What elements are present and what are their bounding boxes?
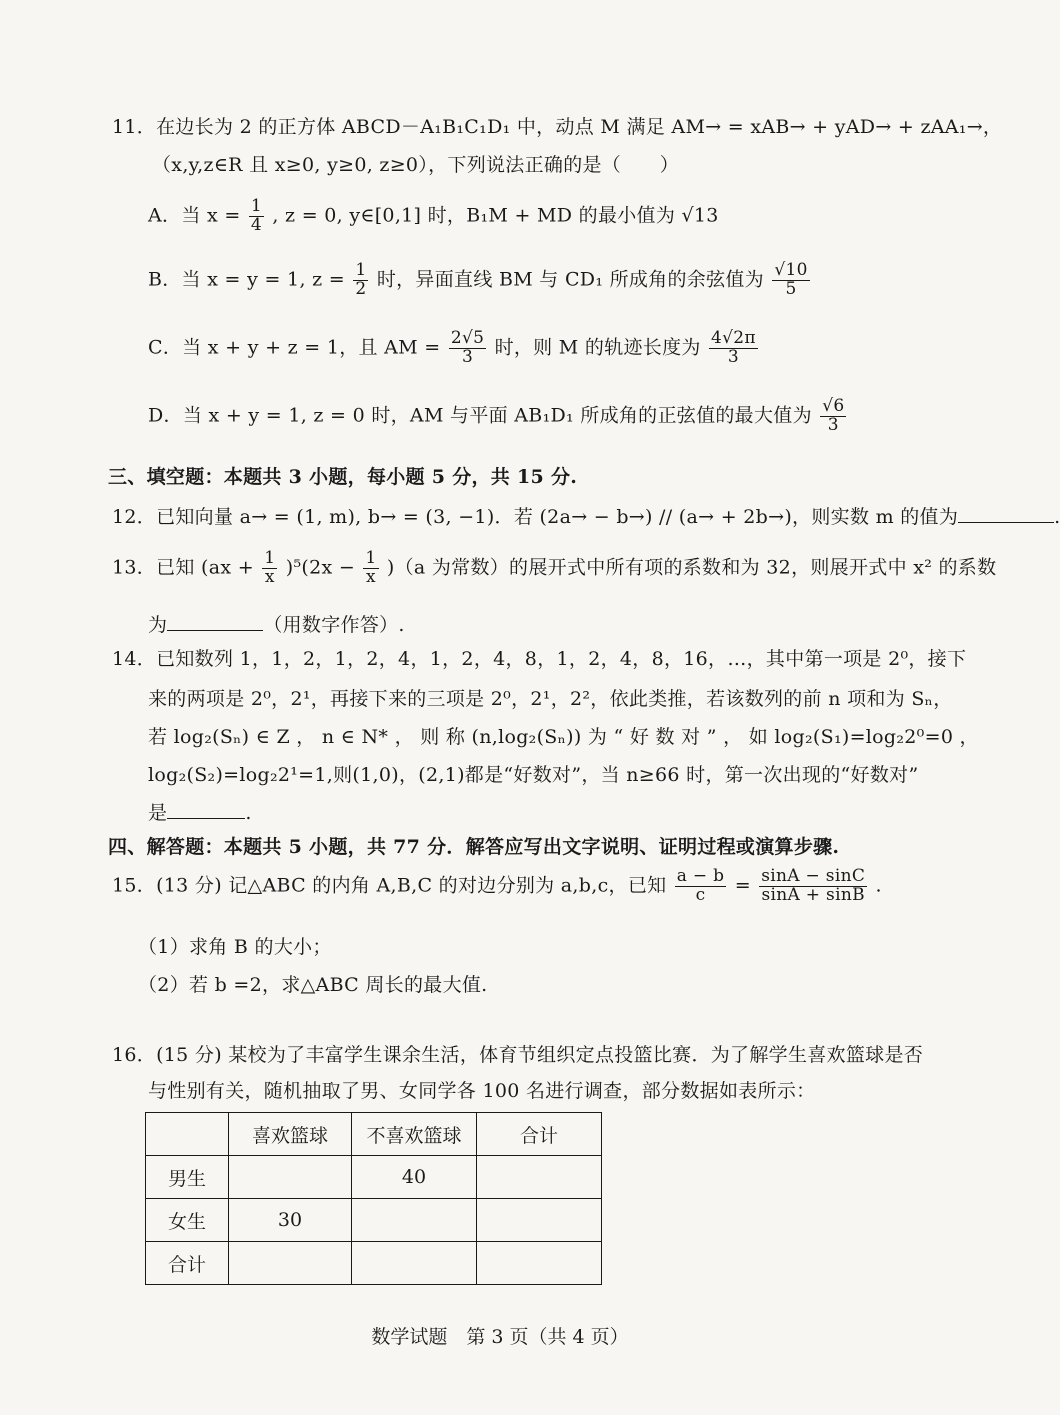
q11-b-fraction <box>353 262 368 299</box>
q14-line2: 来的两项是 2⁰，2¹，再接下来的三项是 2⁰，2¹，2²，依此类推，若该数列的前 n 项和为 Sₙ， <box>148 688 953 710</box>
q14-line4: log₂(S₂)=log₂2¹=1,则(1,0)，(2,1)都是“好数对”，当 n≥66 时，第一次出现的“好数对” <box>148 764 919 786</box>
q11-option-a <box>148 198 719 235</box>
q14-line5-prefix: 是 <box>148 802 168 824</box>
q11-c-ans-den: 3 <box>727 346 740 367</box>
table-cell: 女生 <box>146 1199 229 1242</box>
q11-d-answer-fraction <box>820 398 846 435</box>
q11-option-d <box>148 398 848 435</box>
q11-stem-line1: 11．在边长为 2 的正方体 ABCD－A₁B₁C₁D₁ 中，动点 M 满足 AM→ = xAB→ + yAD→ + zAA₁→， <box>112 116 1003 138</box>
q15-stem <box>112 868 882 905</box>
q11-c-den: 3 <box>461 346 474 367</box>
table-cell <box>229 1242 352 1285</box>
table-row <box>146 1156 602 1199</box>
table-cell <box>477 1242 602 1285</box>
q13-f1-num: 1 <box>264 548 276 568</box>
q15-prefix: 15．(13 分) 记△ABC 的内角 A,B,C 的对边分别为 a,b,c，已知 <box>112 874 667 897</box>
q15-f1-num: a − b <box>676 866 725 886</box>
table-cell <box>352 1242 477 1285</box>
q14-line5 <box>148 798 252 825</box>
q15-f1-den: c <box>695 884 706 905</box>
q14-line1: 14．已知数列 1，1，2，1，2，4，1，2，4，8，1，2，4，8，16，…，其中第一项是 2⁰，接下 <box>112 648 967 670</box>
q11-c-ans-num: 4√2π <box>711 328 756 348</box>
table-cell <box>477 1199 602 1242</box>
q11-c-middle: 时，则 M 的轨迹长度为 <box>494 336 701 359</box>
q11-a-num: 1 <box>250 196 263 216</box>
table-cell <box>477 1156 602 1199</box>
q11-a-den: 4 <box>250 214 263 235</box>
q11-b-num: 1 <box>355 260 367 280</box>
q11-option-c <box>148 330 760 367</box>
q13-fraction-2 <box>363 550 378 587</box>
table-cell <box>229 1156 352 1199</box>
q11-d-ans-den: 3 <box>827 414 839 435</box>
q12-end: . <box>1054 506 1060 528</box>
q11-c-num: 2√5 <box>450 328 485 348</box>
table-header-cell: 不喜欢篮球 <box>352 1113 477 1156</box>
table-cell: 男生 <box>146 1156 229 1199</box>
survey-table <box>145 1112 602 1285</box>
q11-stem-line2: （x,y,z∈R 且 x≥0, y≥0, z≥0），下列说法正确的是（ ） <box>152 154 680 176</box>
q14-answer-blank <box>167 802 245 819</box>
q13-line2-prefix: 为 <box>148 614 168 636</box>
table-cell <box>352 1199 477 1242</box>
q14-end: . <box>245 802 252 824</box>
q15-fraction-1 <box>675 868 727 905</box>
q11-a-fraction <box>249 198 264 235</box>
page-footer: 数学试题 第 3 页（共 4 页） <box>371 1326 629 1348</box>
q13-line2 <box>148 610 405 637</box>
q13-answer-blank <box>167 614 263 631</box>
table-header-cell <box>146 1113 229 1156</box>
q13-suffix: )（a 为常数）的展开式中所有项的系数和为 32，则展开式中 x² 的系数 <box>386 556 997 579</box>
q12-text: 12．已知向量 a→ = (1, m), b→ = (3, −1)．若 (2a→ − b→) // (a→ + 2b→)，则实数 m 的值为 <box>112 506 959 528</box>
q16-line1: 16．(15 分) 某校为了丰富学生课余生活，体育节组织定点投篮比赛．为了解学生喜欢篮球是否 <box>112 1044 924 1066</box>
table-cell: 合计 <box>146 1242 229 1285</box>
q16-line2: 与性别有关，随机抽取了男、女同学各 100 名进行调查，部分数据如表所示： <box>148 1080 816 1102</box>
q12-answer-blank <box>958 506 1054 523</box>
table-header-cell: 喜欢篮球 <box>229 1113 352 1156</box>
q11-c-fraction <box>449 330 486 367</box>
q15-end: . <box>875 874 882 897</box>
table-row <box>146 1199 602 1242</box>
q11-b-middle: 时，异面直线 BM 与 CD₁ 所成角的余弦值为 <box>376 268 764 291</box>
q13-f2-num: 1 <box>365 548 377 568</box>
q11-b-answer-fraction <box>772 262 809 299</box>
q15-part1: （1）求角 B 的大小； <box>138 936 332 958</box>
table-header-cell: 合计 <box>477 1113 602 1156</box>
q13-middle: )⁵(2x − <box>285 556 356 579</box>
q11-option-b <box>148 262 812 299</box>
q15-f2-num: sinA − sinC <box>761 866 866 886</box>
table-row <box>146 1242 602 1285</box>
section-4-heading: 四、解答题：本题共 5 小题，共 77 分．解答应写出文字说明、证明过程或演算步骤. <box>108 836 840 858</box>
q14-line3: 若 log₂(Sₙ) ∈ Z ， n ∈ N* ， 则 称 (n,log₂(Sₙ)) 为 “ 好 数 对 ” ， 如 log₂(S₁)=log₂2⁰=0 ， <box>148 726 979 748</box>
q15-equals: = <box>734 874 751 897</box>
q11-b-ans-den: 5 <box>785 278 797 299</box>
q11-c-answer-fraction <box>709 330 758 367</box>
table-cell: 40 <box>352 1156 477 1199</box>
q11-d-prefix: D．当 x + y = 1, z = 0 时，AM 与平面 AB₁D₁ 所成角的正弦值的最大值为 <box>148 404 812 427</box>
q11-c-prefix: C．当 x + y + z = 1，且 AM = <box>148 336 441 359</box>
q11-b-prefix: B．当 x = y = 1, z = <box>148 268 345 291</box>
q11-d-ans-num: √6 <box>822 396 845 416</box>
table-cell: 30 <box>229 1199 352 1242</box>
q11-a-suffix: , z = 0, y∈[0,1] 时，B₁M + MD 的最小值为 √13 <box>272 204 719 227</box>
q15-part2: （2）若 b =2，求△ABC 周长的最大值. <box>138 974 488 996</box>
q12 <box>112 502 1060 529</box>
q13-line1 <box>112 550 996 587</box>
section-3-heading: 三、填空题：本题共 3 小题，每小题 5 分，共 15 分. <box>108 466 578 488</box>
q15-f2-den: sinA + sinB <box>761 884 865 905</box>
q13-line2-suffix: （用数字作答）. <box>263 614 405 636</box>
q11-a-prefix: A．当 x = <box>148 204 241 227</box>
q13-f2-den: x <box>366 566 376 587</box>
q11-b-den: 2 <box>355 278 367 299</box>
q13-fraction-1 <box>262 550 277 587</box>
table-header-row <box>146 1113 602 1156</box>
q11-b-ans-num: √10 <box>774 260 808 280</box>
q15-fraction-2 <box>759 868 867 905</box>
q13-prefix: 13．已知 (ax + <box>112 556 254 579</box>
q13-f1-den: x <box>264 566 275 587</box>
